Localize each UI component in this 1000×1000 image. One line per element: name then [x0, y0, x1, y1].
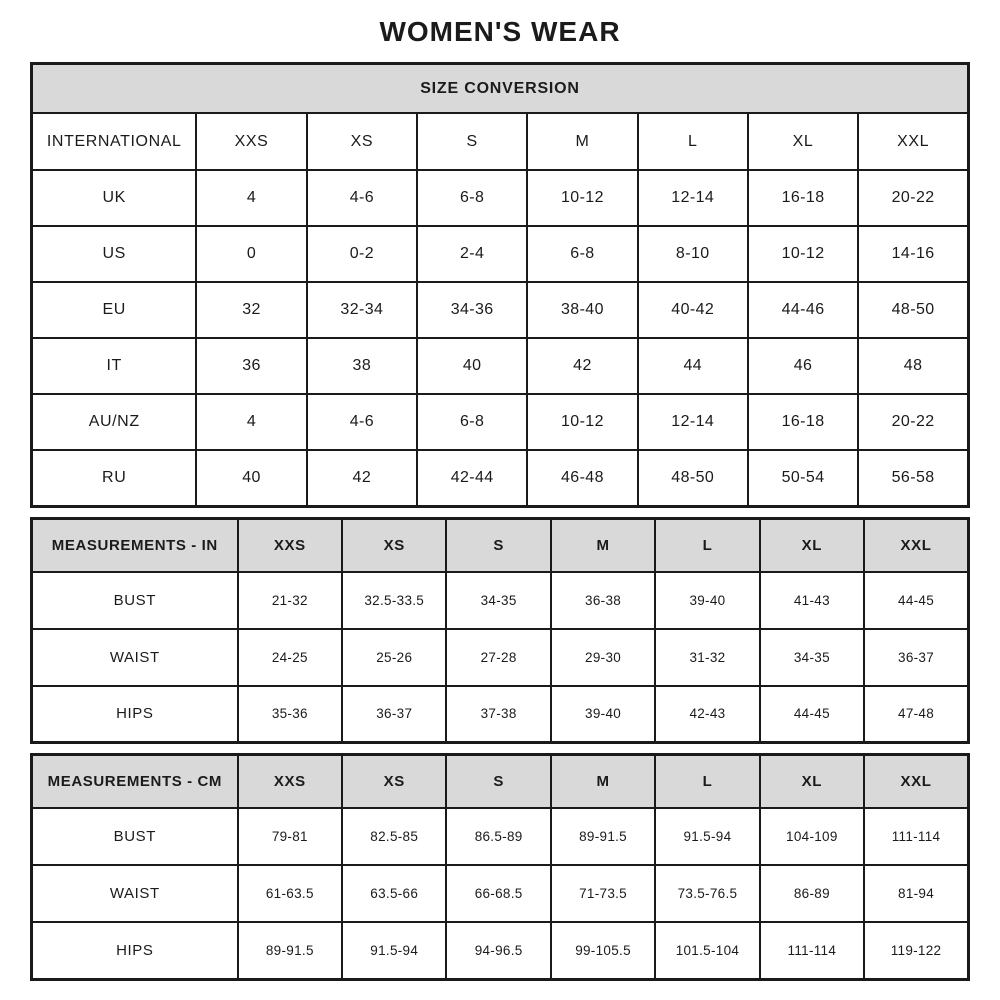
- value-cell: 4-6: [307, 170, 417, 226]
- value-cell: 42-43: [655, 686, 759, 743]
- value-cell: 21-32: [238, 572, 342, 629]
- value-cell: 0: [196, 226, 306, 282]
- row-label: HIPS: [32, 922, 238, 979]
- size-column-header: L: [638, 113, 748, 170]
- size-chart-page: [30, 0, 970, 981]
- value-cell: 12-14: [638, 394, 748, 450]
- value-cell: 44-46: [748, 282, 858, 338]
- size-column-header: XXS: [238, 755, 342, 809]
- measurements-cm-table: [30, 753, 970, 981]
- table-row: [32, 170, 969, 226]
- value-cell: 8-10: [638, 226, 748, 282]
- value-cell: 6-8: [417, 394, 527, 450]
- value-cell: 32.5-33.5: [342, 572, 446, 629]
- value-cell: 39-40: [655, 572, 759, 629]
- value-cell: 66-68.5: [446, 865, 550, 922]
- value-cell: 111-114: [864, 808, 968, 865]
- value-cell: 44-45: [864, 572, 968, 629]
- value-cell: 50-54: [748, 450, 858, 506]
- value-cell: 63.5-66: [342, 865, 446, 922]
- value-cell: 29-30: [551, 629, 655, 686]
- value-cell: 20-22: [858, 170, 968, 226]
- value-cell: 40: [417, 338, 527, 394]
- value-cell: 24-25: [238, 629, 342, 686]
- value-cell: 34-36: [417, 282, 527, 338]
- size-column-header: S: [446, 518, 550, 572]
- value-cell: 46-48: [527, 450, 637, 506]
- table-row: [32, 338, 969, 394]
- size-column-header: M: [551, 755, 655, 809]
- size-conversion-head: [32, 64, 969, 171]
- value-cell: 37-38: [446, 686, 550, 743]
- size-conversion-table: [30, 62, 970, 508]
- value-cell: 34-35: [446, 572, 550, 629]
- value-cell: 31-32: [655, 629, 759, 686]
- value-cell: 27-28: [446, 629, 550, 686]
- value-cell: 44: [638, 338, 748, 394]
- row-label: UK: [32, 170, 197, 226]
- size-column-header: XXL: [858, 113, 968, 170]
- value-cell: 48: [858, 338, 968, 394]
- size-column-header: XXS: [196, 113, 306, 170]
- size-column-header: M: [551, 518, 655, 572]
- value-cell: 32-34: [307, 282, 417, 338]
- value-cell: 0-2: [307, 226, 417, 282]
- table-row: [32, 572, 969, 629]
- table-header-row: [32, 755, 969, 809]
- value-cell: 81-94: [864, 865, 968, 922]
- label-column-header: INTERNATIONAL: [32, 113, 197, 170]
- value-cell: 39-40: [551, 686, 655, 743]
- value-cell: 42-44: [417, 450, 527, 506]
- value-cell: 71-73.5: [551, 865, 655, 922]
- value-cell: 4-6: [307, 394, 417, 450]
- value-cell: 42: [527, 338, 637, 394]
- value-cell: 10-12: [527, 170, 637, 226]
- measurements-in-table: [30, 517, 970, 745]
- row-label: IT: [32, 338, 197, 394]
- size-column-header: L: [655, 518, 759, 572]
- table-row: [32, 394, 969, 450]
- value-cell: 56-58: [858, 450, 968, 506]
- size-conversion-body: [32, 170, 969, 506]
- value-cell: 44-45: [760, 686, 864, 743]
- value-cell: 38: [307, 338, 417, 394]
- value-cell: 48-50: [858, 282, 968, 338]
- size-column-header: XS: [342, 755, 446, 809]
- value-cell: 36-37: [864, 629, 968, 686]
- value-cell: 61-63.5: [238, 865, 342, 922]
- value-cell: 94-96.5: [446, 922, 550, 979]
- size-column-header: S: [417, 113, 527, 170]
- value-cell: 6-8: [527, 226, 637, 282]
- value-cell: 36-38: [551, 572, 655, 629]
- table-banner: SIZE CONVERSION: [32, 64, 969, 114]
- size-column-header: XS: [307, 113, 417, 170]
- table-row: [32, 226, 969, 282]
- value-cell: 34-35: [760, 629, 864, 686]
- value-cell: 12-14: [638, 170, 748, 226]
- row-label: US: [32, 226, 197, 282]
- table-row: [32, 282, 969, 338]
- value-cell: 10-12: [527, 394, 637, 450]
- value-cell: 47-48: [864, 686, 968, 743]
- row-label: HIPS: [32, 686, 238, 743]
- value-cell: 99-105.5: [551, 922, 655, 979]
- value-cell: 82.5-85: [342, 808, 446, 865]
- size-column-header: XXL: [864, 755, 968, 809]
- value-cell: 79-81: [238, 808, 342, 865]
- value-cell: 36: [196, 338, 306, 394]
- value-cell: 6-8: [417, 170, 527, 226]
- table-banner-row: [32, 64, 969, 114]
- row-label: WAIST: [32, 629, 238, 686]
- value-cell: 119-122: [864, 922, 968, 979]
- value-cell: 40-42: [638, 282, 748, 338]
- size-column-header: S: [446, 755, 550, 809]
- table-row: [32, 450, 969, 506]
- label-column-header: MEASUREMENTS - IN: [32, 518, 238, 572]
- value-cell: 35-36: [238, 686, 342, 743]
- label-column-header: MEASUREMENTS - CM: [32, 755, 238, 809]
- value-cell: 20-22: [858, 394, 968, 450]
- value-cell: 16-18: [748, 394, 858, 450]
- value-cell: 16-18: [748, 170, 858, 226]
- value-cell: 89-91.5: [238, 922, 342, 979]
- size-column-header: M: [527, 113, 637, 170]
- table-header-row: [32, 113, 969, 170]
- table-header-row: [32, 518, 969, 572]
- value-cell: 36-37: [342, 686, 446, 743]
- value-cell: 73.5-76.5: [655, 865, 759, 922]
- value-cell: 25-26: [342, 629, 446, 686]
- value-cell: 104-109: [760, 808, 864, 865]
- value-cell: 38-40: [527, 282, 637, 338]
- value-cell: 86.5-89: [446, 808, 550, 865]
- size-column-header: L: [655, 755, 759, 809]
- size-column-header: XS: [342, 518, 446, 572]
- value-cell: 86-89: [760, 865, 864, 922]
- value-cell: 46: [748, 338, 858, 394]
- table-row: [32, 686, 969, 743]
- value-cell: 4: [196, 170, 306, 226]
- row-label: AU/NZ: [32, 394, 197, 450]
- value-cell: 14-16: [858, 226, 968, 282]
- row-label: RU: [32, 450, 197, 506]
- row-label: EU: [32, 282, 197, 338]
- measurements-cm-body: [32, 808, 969, 979]
- value-cell: 111-114: [760, 922, 864, 979]
- table-row: [32, 808, 969, 865]
- value-cell: 41-43: [760, 572, 864, 629]
- value-cell: 42: [307, 450, 417, 506]
- value-cell: 4: [196, 394, 306, 450]
- page-title: WOMEN'S WEAR: [379, 16, 621, 47]
- size-column-header: XL: [760, 518, 864, 572]
- value-cell: 101.5-104: [655, 922, 759, 979]
- table-row: [32, 865, 969, 922]
- size-column-header: XL: [748, 113, 858, 170]
- measurements-cm-head: [32, 755, 969, 809]
- table-row: [32, 629, 969, 686]
- size-column-header: XL: [760, 755, 864, 809]
- value-cell: 89-91.5: [551, 808, 655, 865]
- row-label: BUST: [32, 572, 238, 629]
- value-cell: 10-12: [748, 226, 858, 282]
- value-cell: 91.5-94: [342, 922, 446, 979]
- measurements-in-body: [32, 572, 969, 743]
- value-cell: 40: [196, 450, 306, 506]
- value-cell: 2-4: [417, 226, 527, 282]
- value-cell: 91.5-94: [655, 808, 759, 865]
- value-cell: 48-50: [638, 450, 748, 506]
- measurements-in-head: [32, 518, 969, 572]
- table-row: [32, 922, 969, 979]
- row-label: BUST: [32, 808, 238, 865]
- value-cell: 32: [196, 282, 306, 338]
- size-column-header: XXL: [864, 518, 968, 572]
- row-label: WAIST: [32, 865, 238, 922]
- size-column-header: XXS: [238, 518, 342, 572]
